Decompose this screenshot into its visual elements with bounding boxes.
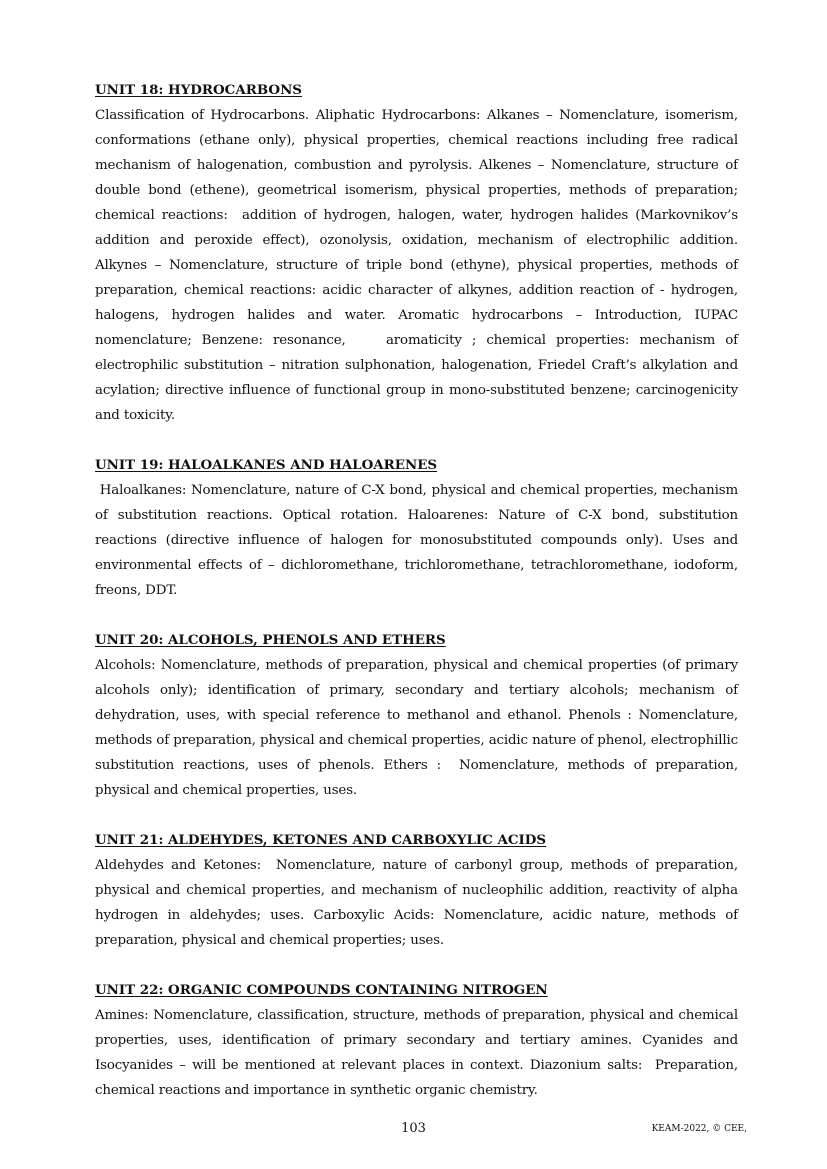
unit-20-title: UNIT 20: ALCOHOLS, PHENOLS AND ETHERS [95, 632, 446, 648]
unit-18-title: UNIT 18: HYDROCARBONS [95, 82, 302, 98]
unit-22-section [95, 978, 743, 1103]
unit-20-body: Alcohols: Nomenclature, methods of preparation, physical and chemical properties (of primary alcohols only); identification of primary, secondary and tertiary alcohols; mechanism of dehydration, uses, with special reference to methanol and ethanol. Phenols : Nomenclature, methods of preparation, physical and chemical properties, acidic nature of phenol, electrophillic substitution reactions, uses of phenols. Ethers : Nomenclature, methods of preparation, physical and chemical properties, uses. [95, 658, 743, 798]
unit-21-section [95, 828, 743, 953]
unit-20-section [95, 628, 743, 803]
unit-22-title: UNIT 22: ORGANIC COMPOUNDS CONTAINING NITROGEN [95, 982, 548, 998]
unit-22-body: Amines: Nomenclature, classification, structure, methods of preparation, physical and chemical properties, uses, identification of primary secondary and tertiary amines. Cyanides and Isocyanides – will be mentioned at relevant places in context. Diazonium salts: Preparation, chemical reactions and importance in synthetic organic chemistry. [95, 1008, 743, 1098]
unit-21-body: Aldehydes and Ketones: Nomenclature, nature of carbonyl group, methods of preparation, physical and chemical properties, and mechanism of nucleophilic addition, reactivity of alpha hydrogen in aldehydes; uses. Carboxylic Acids: Nomenclature, acidic nature, methods of preparation, physical and chemical properties; uses. [95, 858, 743, 948]
unit-19-title: UNIT 19: HALOALKANES AND HALOARENES [95, 457, 438, 473]
page-number: 103 [401, 1121, 426, 1136]
unit-18-body: Classification of Hydrocarbons. Aliphatic Hydrocarbons: Alkanes – Nomenclature, isomerism, conformations (ethane only), physical properties, chemical reactions including free radical mechanism of halogenation, combustion and pyrolysis. Alkenes – Nomenclature, structure of double bond (ethene), geometrical isomerism, physical properties, methods of preparation; chemical reactions: addition of hydrogen, halogen, water, hydrogen halides (Markovnikov’s addition and peroxide effect), ozonolysis, oxidation, mechanism of electrophilic addition. Alkynes – Nomenclature, structure of triple bond (ethyne), physical properties, methods of preparation, chemical reactions: acidic character of alkynes, addition reaction of - hydrogen, halogens, hydrogen halides and water. Aromatic hydrocarbons – Introduction, IUPAC nomenclature; Benzene: resonance, aromaticity ; chemical properties: mechanism of electrophilic substitution – nitration sulphonation, halogenation, Friedel Craft’s alkylation and acylation; directive influence of functional group in mono-substituted benzene; carcinogenicity and toxicity. [95, 108, 743, 423]
document-page [95, 78, 743, 1128]
unit-18-section [95, 78, 743, 428]
unit-19-body: Haloalkanes: Nomenclature, nature of C-X bond, physical and chemical properties, mechanism of substitution reactions. Optical rotation. Haloarenes: Nature of C-X bond, substitution reactions (directive influence of halogen for monosubstituted compounds only). Uses and environmental effects of – dichloromethane, trichloromethane, tetrachloromethane, iodoform, freons, DDT. [95, 483, 743, 598]
unit-21-title: UNIT 21: ALDEHYDES, KETONES AND CARBOXYLIC ACIDS [95, 832, 547, 848]
unit-19-section [95, 453, 743, 603]
copyright-notice: KEAM-2022, © CEE, [651, 1124, 747, 1134]
